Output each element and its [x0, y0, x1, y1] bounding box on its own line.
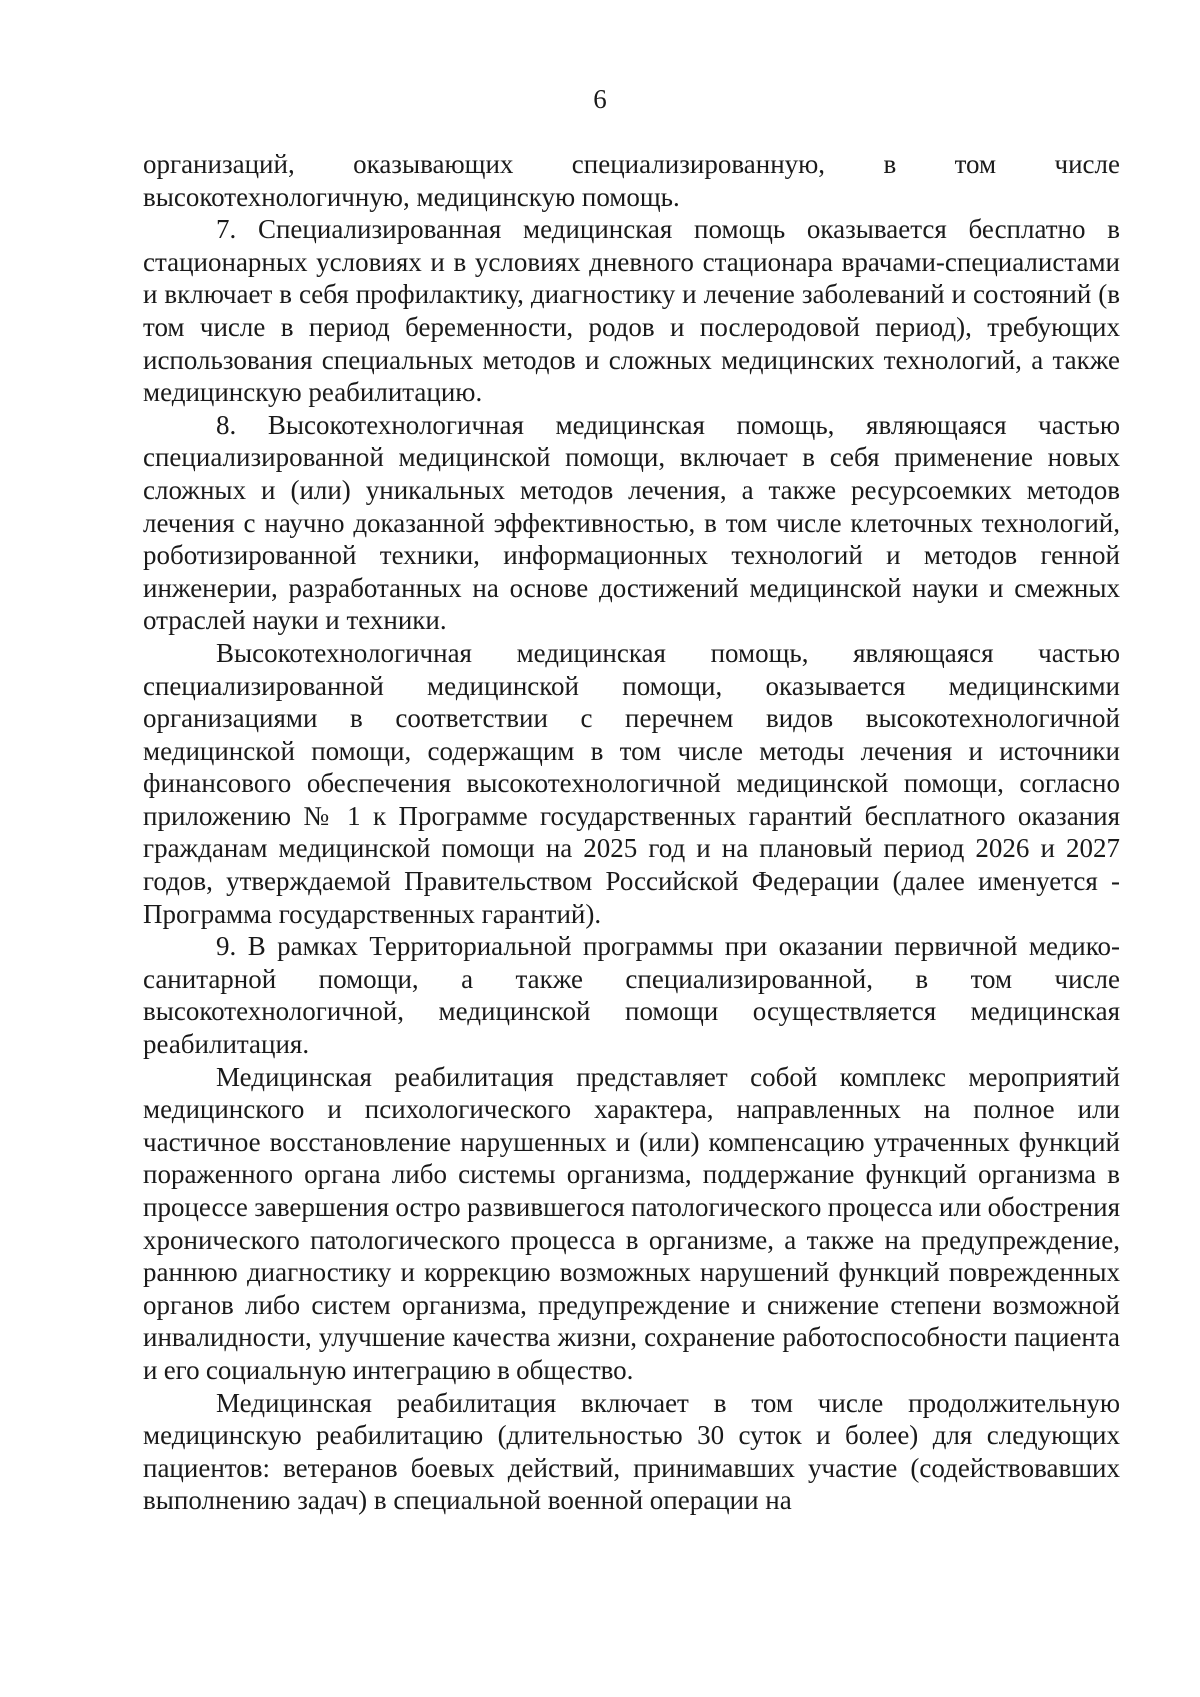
document-body — [143, 148, 1120, 1517]
paragraph-rehabilitation-long-term: Медицинская реабилитация включает в том числе продолжительную медицинскую реабилитацию (длительностью 30 суток и более) для следующих пациентов: ветеранов боевых действий, принимавших участие (содействовавших выполнению задач) в специальной военной операции на — [143, 1387, 1120, 1516]
paragraph-item-7: 7. Специализированная медицинская помощь оказывается бесплатно в стационарных условиях и в условиях дневного стационара врачами-специалистами и включает в себя профилактику, диагностику и лечение заболеваний и состояний (в том числе в период беременности, родов и послеродовой период), требующих использования специальных методов и сложных медицинских технологий, а также медицинскую реабилитацию. — [143, 214, 1120, 408]
paragraph-item-9: 9. В рамках Территориальной программы при оказании первичной медико-санитарной помощи, а также специализированной, в том числе высокотехнологичной, медицинской помощи осуществляется медицинская реабилитация. — [143, 931, 1120, 1060]
paragraph-item-8: 8. Высокотехнологичная медицинская помощь, являющаяся частью специализированной медицинской помощи, включает в себя применение новых сложных и (или) уникальных методов лечения, а также ресурсоемких методов лечения с научно доказанной эффективностью, в том числе клеточных технологий, роботизированной техники, информационных технологий и методов генной инженерии, разработанных на основе достижений медицинской науки и смежных отраслей науки и техники. — [143, 409, 1120, 636]
paragraph-continuation: организаций, оказывающих специализированную, в том числе высокотехнологичную, медицинскую помощь. — [143, 149, 1120, 212]
paragraph-rehabilitation-definition: Медицинская реабилитация представляет собой комплекс мероприятий медицинского и психологического характера, направленных на полное или частичное восстановление нарушенных и (или) компенсацию утраченных функций пораженного органа либо системы организма, поддержание функций организма в процессе завершения остро развившегося патологического процесса или обострения хронического патологического процесса в организме, а также на предупреждение, раннюю диагностику и коррекцию возможных нарушений функций поврежденных органов либо систем организма, предупреждение и снижение степени возможной инвалидности, улучшение качества жизни, сохранение работоспособности пациента и его социальную интеграцию в общество. — [143, 1061, 1120, 1385]
page-number: 6 — [593, 84, 607, 114]
paragraph-high-tech-care: Высокотехнологичная медицинская помощь, являющаяся частью специализированной медицинской помощи, оказывается медицинскими организациями в соответствии с перечнем видов высокотехнологичной медицинской помощи, содержащим в том числе методы лечения и источники финансового обеспечения высокотехнологичной медицинской помощи, согласно приложению № 1 к Программе государственных гарантий бесплатного оказания гражданам медицинской помощи на 2025 год и на плановый период 2026 и 2027 годов, утверждаемой Правительством Российской Федерации (далее именуется - Программа государственных гарантий). — [143, 637, 1120, 929]
